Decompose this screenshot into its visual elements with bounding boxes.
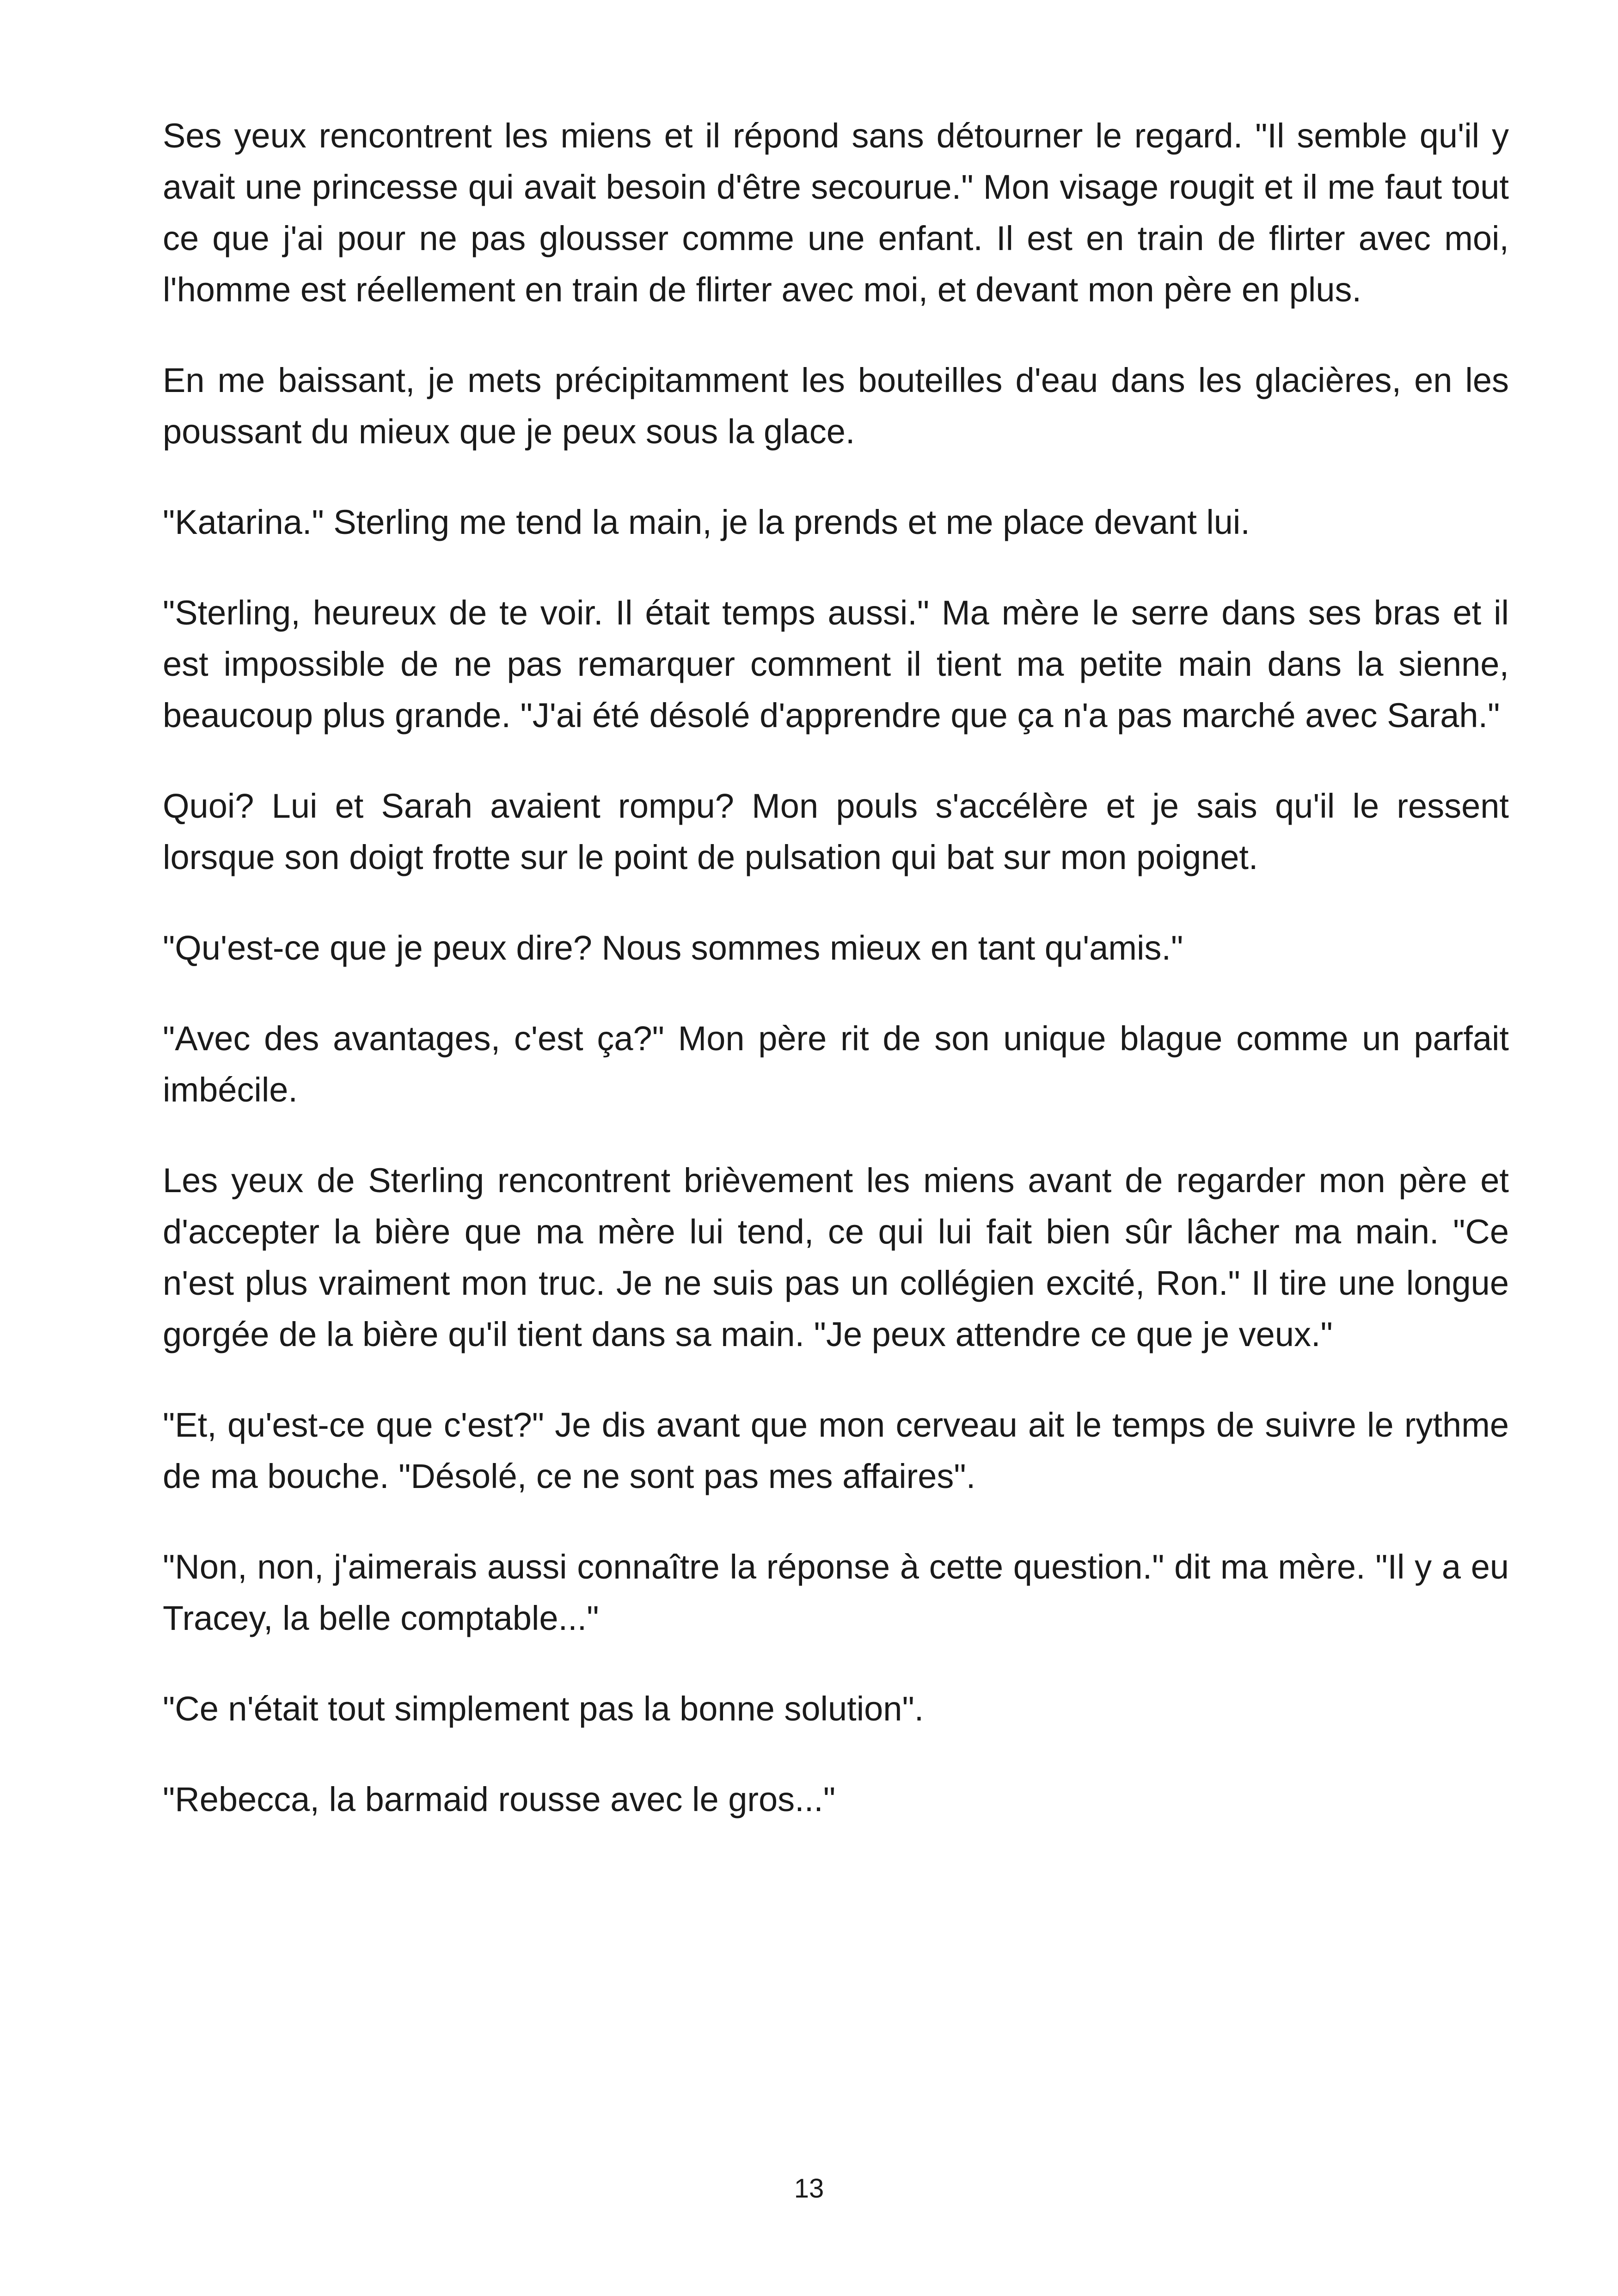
paragraph-12: "Rebecca, la barmaid rousse avec le gros..." <box>163 1780 836 1818</box>
paragraph-9: "Et, qu'est-ce que c'est?" Je dis avant que mon cerveau ait le temps de suivre le rythme de ma bouche. "Désolé, ce ne sont pas mes affaires". <box>163 1406 1509 1495</box>
paragraph-10: "Non, non, j'aimerais aussi connaître la réponse à cette question." dit ma mère. "Il y a eu Tracey, la belle comptable..." <box>163 1548 1509 1637</box>
paragraph-5: Quoi? Lui et Sarah avaient rompu? Mon pouls s'accélère et je sais qu'il le ressent lorsque son doigt frotte sur le point de pulsation qui bat sur mon poignet. <box>163 787 1509 876</box>
paragraph-6: "Qu'est-ce que je peux dire? Nous sommes mieux en tant qu'amis." <box>163 929 1183 967</box>
page-number: 13 <box>794 2174 824 2204</box>
body-text <box>163 110 1509 1864</box>
paragraph-3: "Katarina." Sterling me tend la main, je la prends et me place devant lui. <box>163 503 1250 541</box>
paragraph-8: Les yeux de Sterling rencontrent brièvement les miens avant de regarder mon père et d'accepter la bière que ma mère lui tend, ce qui lui fait bien sûr lâcher ma main. "Ce n'est plus vraiment mon truc. Je ne suis pas un collégien excité, Ron." Il tire une longue gorgée de la bière qu'il tient dans sa main. "Je peux attendre ce que je veux." <box>163 1161 1509 1353</box>
paragraph-7: "Avec des avantages, c'est ça?" Mon père rit de son unique blague comme un parfait imbécile. <box>163 1019 1509 1109</box>
paragraph-4: "Sterling, heureux de te voir. Il était temps aussi." Ma mère le serre dans ses bras et il est impossible de ne pas remarquer comment il tient ma petite main dans la sienne, beaucoup plus grande. "J'ai été désolé d'apprendre que ça n'a pas marché avec Sarah." <box>163 594 1509 735</box>
paragraph-11: "Ce n'était tout simplement pas la bonne solution". <box>163 1690 924 1728</box>
paragraph-2: En me baissant, je mets précipitamment les bouteilles d'eau dans les glacières, en les poussant du mieux que je peux sous la glace. <box>163 361 1509 451</box>
paragraph-1: Ses yeux rencontrent les miens et il répond sans détourner le regard. "Il semble qu'il y avait une princesse qui avait besoin d'être secourue." Mon visage rougit et il me faut tout ce que j'ai pour ne pas glousser comme une enfant. Il est en train de flirter avec moi, l'homme est réellement en train de flirter avec moi, et devant mon père en plus. <box>163 116 1509 309</box>
